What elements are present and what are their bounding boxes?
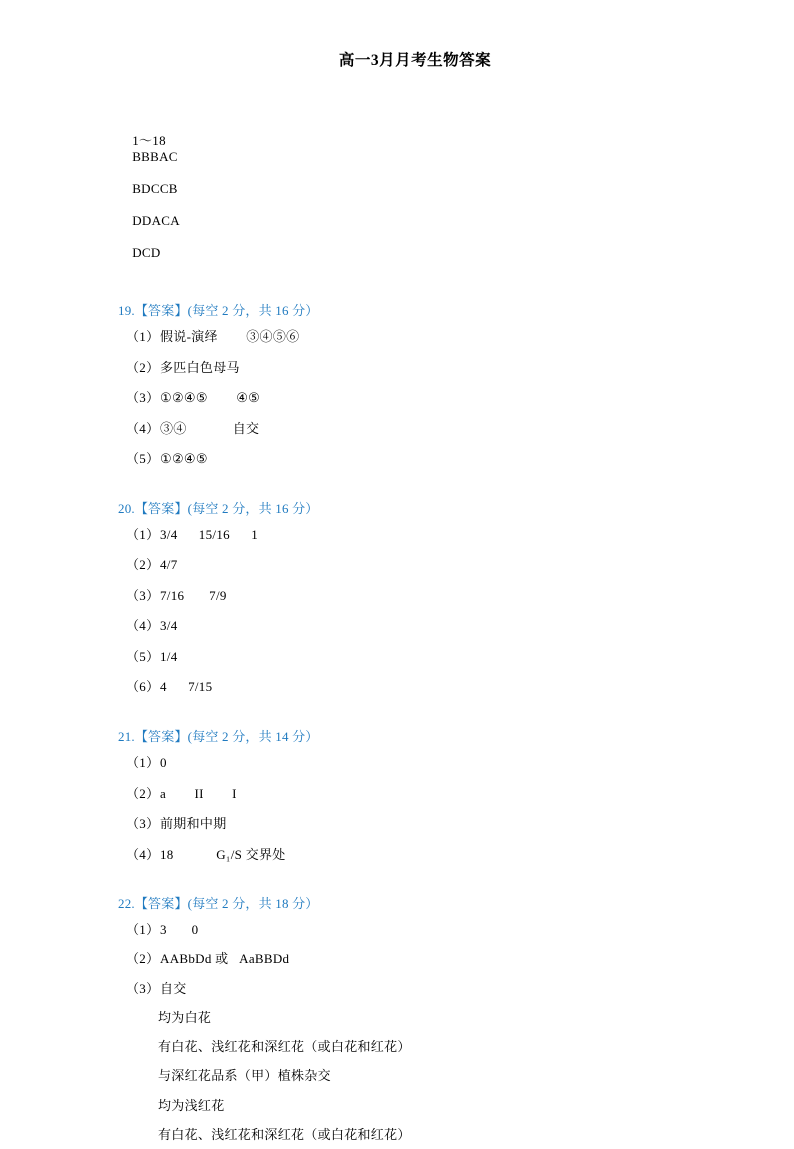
answer-text: 与深红花品系（甲）植株杂交 xyxy=(158,1068,331,1084)
question-19-number: 19. xyxy=(118,303,135,318)
answer-text: ①②④⑤ xyxy=(160,451,208,467)
answer-text: a II I xyxy=(160,785,237,801)
answer-text: 自交 xyxy=(160,980,187,996)
question-22-head-text: 【答案】(每空 2 分，共 18 分） xyxy=(134,896,319,912)
answer-line xyxy=(118,550,698,581)
answer-line xyxy=(118,1003,698,1032)
answer-line xyxy=(118,444,698,475)
answer-line xyxy=(118,642,698,673)
question-21-head-text: 【答案】(每空 2 分，共 14 分） xyxy=(134,729,319,745)
answer-text: 3/4 15/16 1 xyxy=(160,526,259,542)
question-block-19 xyxy=(118,300,698,475)
question-21-number: 21. xyxy=(118,729,135,745)
answer-text: 均为浅红花 xyxy=(158,1097,225,1113)
answer-marker: （5） xyxy=(126,648,160,664)
question-20-heading xyxy=(118,498,698,517)
answer-marker: （3） xyxy=(126,587,160,603)
answer-text: 7/16 7/9 xyxy=(160,587,227,603)
answer-line xyxy=(118,944,698,973)
answer-line xyxy=(118,581,698,612)
answer-line xyxy=(118,672,698,703)
answer-marker: （1） xyxy=(126,526,160,542)
answer-line xyxy=(118,1061,698,1090)
answer-marker: （3） xyxy=(126,816,160,832)
answer-marker: （1） xyxy=(126,329,160,344)
question-block-21 xyxy=(118,726,698,870)
answer-text: 18 G₁/S 交界处 xyxy=(160,846,286,862)
answer-line xyxy=(118,974,698,1003)
answer-marker: （2） xyxy=(126,359,160,375)
question-block-22 xyxy=(118,893,698,1149)
answer-marker: （4） xyxy=(126,420,160,436)
answer-marker: （1） xyxy=(126,922,160,938)
page-title: 高一3月月考生物答案 xyxy=(338,52,492,69)
answer-line xyxy=(118,520,698,551)
answer-text: ③④ 自交 xyxy=(160,420,260,436)
answer-marker: （6） xyxy=(126,679,160,695)
answer-marker: （5） xyxy=(126,451,160,467)
answer-text: 4 7/15 xyxy=(160,679,213,695)
answer-text: 3 0 xyxy=(160,922,199,938)
answer-text: 有白花、浅红花和深红花（或白花和红花） xyxy=(158,1039,411,1055)
answer-text: 有白花、浅红花和深红花（或白花和红花） xyxy=(158,1126,411,1142)
answer-text: AABbDd 或 AaBBDd xyxy=(160,951,290,967)
answer-line xyxy=(118,840,698,871)
answer-text: 多匹白色母马 xyxy=(160,359,240,375)
answer-line xyxy=(118,1120,698,1149)
question-22-number: 22. xyxy=(118,896,135,912)
answer-line xyxy=(118,809,698,840)
answer-text: 假说-演绎 ③④⑤⑥ xyxy=(160,329,300,344)
answer-marker: （3） xyxy=(126,390,160,406)
answer-marker: （4） xyxy=(126,846,160,862)
answer-text: 1/4 xyxy=(160,648,178,664)
answer-line xyxy=(118,611,698,642)
question-22-heading xyxy=(118,893,698,912)
answer-line xyxy=(118,322,698,353)
mc-range-label: 1～18 xyxy=(132,133,166,148)
mc-group-3: DDACA xyxy=(132,213,180,228)
mc-group-4: DCD xyxy=(132,245,161,260)
mc-group-2: BDCCB xyxy=(132,181,178,196)
answer-text: 3/4 xyxy=(160,618,178,634)
answer-line xyxy=(118,383,698,414)
question-block-20 xyxy=(118,498,698,703)
answer-text: ①②④⑤ ④⑤ xyxy=(160,390,261,406)
answer-line xyxy=(118,748,698,779)
answer-line xyxy=(118,1091,698,1120)
mc-group-1: BBBAC xyxy=(132,149,178,164)
answer-text: 0 xyxy=(160,755,167,771)
answer-marker: （1） xyxy=(126,755,160,771)
answer-marker: （4） xyxy=(126,618,160,634)
answer-marker: （2） xyxy=(126,785,160,801)
answer-marker: （2） xyxy=(126,951,160,967)
answer-line xyxy=(118,1032,698,1061)
answer-line xyxy=(118,353,698,384)
answer-marker: （2） xyxy=(126,557,160,573)
answer-line xyxy=(118,414,698,445)
question-20-head-text: 【答案】(每空 2 分，共 16 分） xyxy=(134,500,319,516)
question-21-heading xyxy=(118,726,698,745)
multiple-choice-answers xyxy=(118,114,698,277)
question-20-number: 20. xyxy=(118,500,135,516)
answer-text: 4/7 xyxy=(160,557,178,573)
answer-text: 均为白花 xyxy=(158,1009,212,1025)
answer-text: 前期和中期 xyxy=(160,816,227,832)
answer-line xyxy=(118,779,698,810)
question-19-head-text: 【答案】(每空 2 分，共 16 分） xyxy=(134,303,319,318)
answer-line xyxy=(118,915,698,944)
answer-marker: （3） xyxy=(126,980,160,996)
question-19-heading xyxy=(118,300,698,319)
